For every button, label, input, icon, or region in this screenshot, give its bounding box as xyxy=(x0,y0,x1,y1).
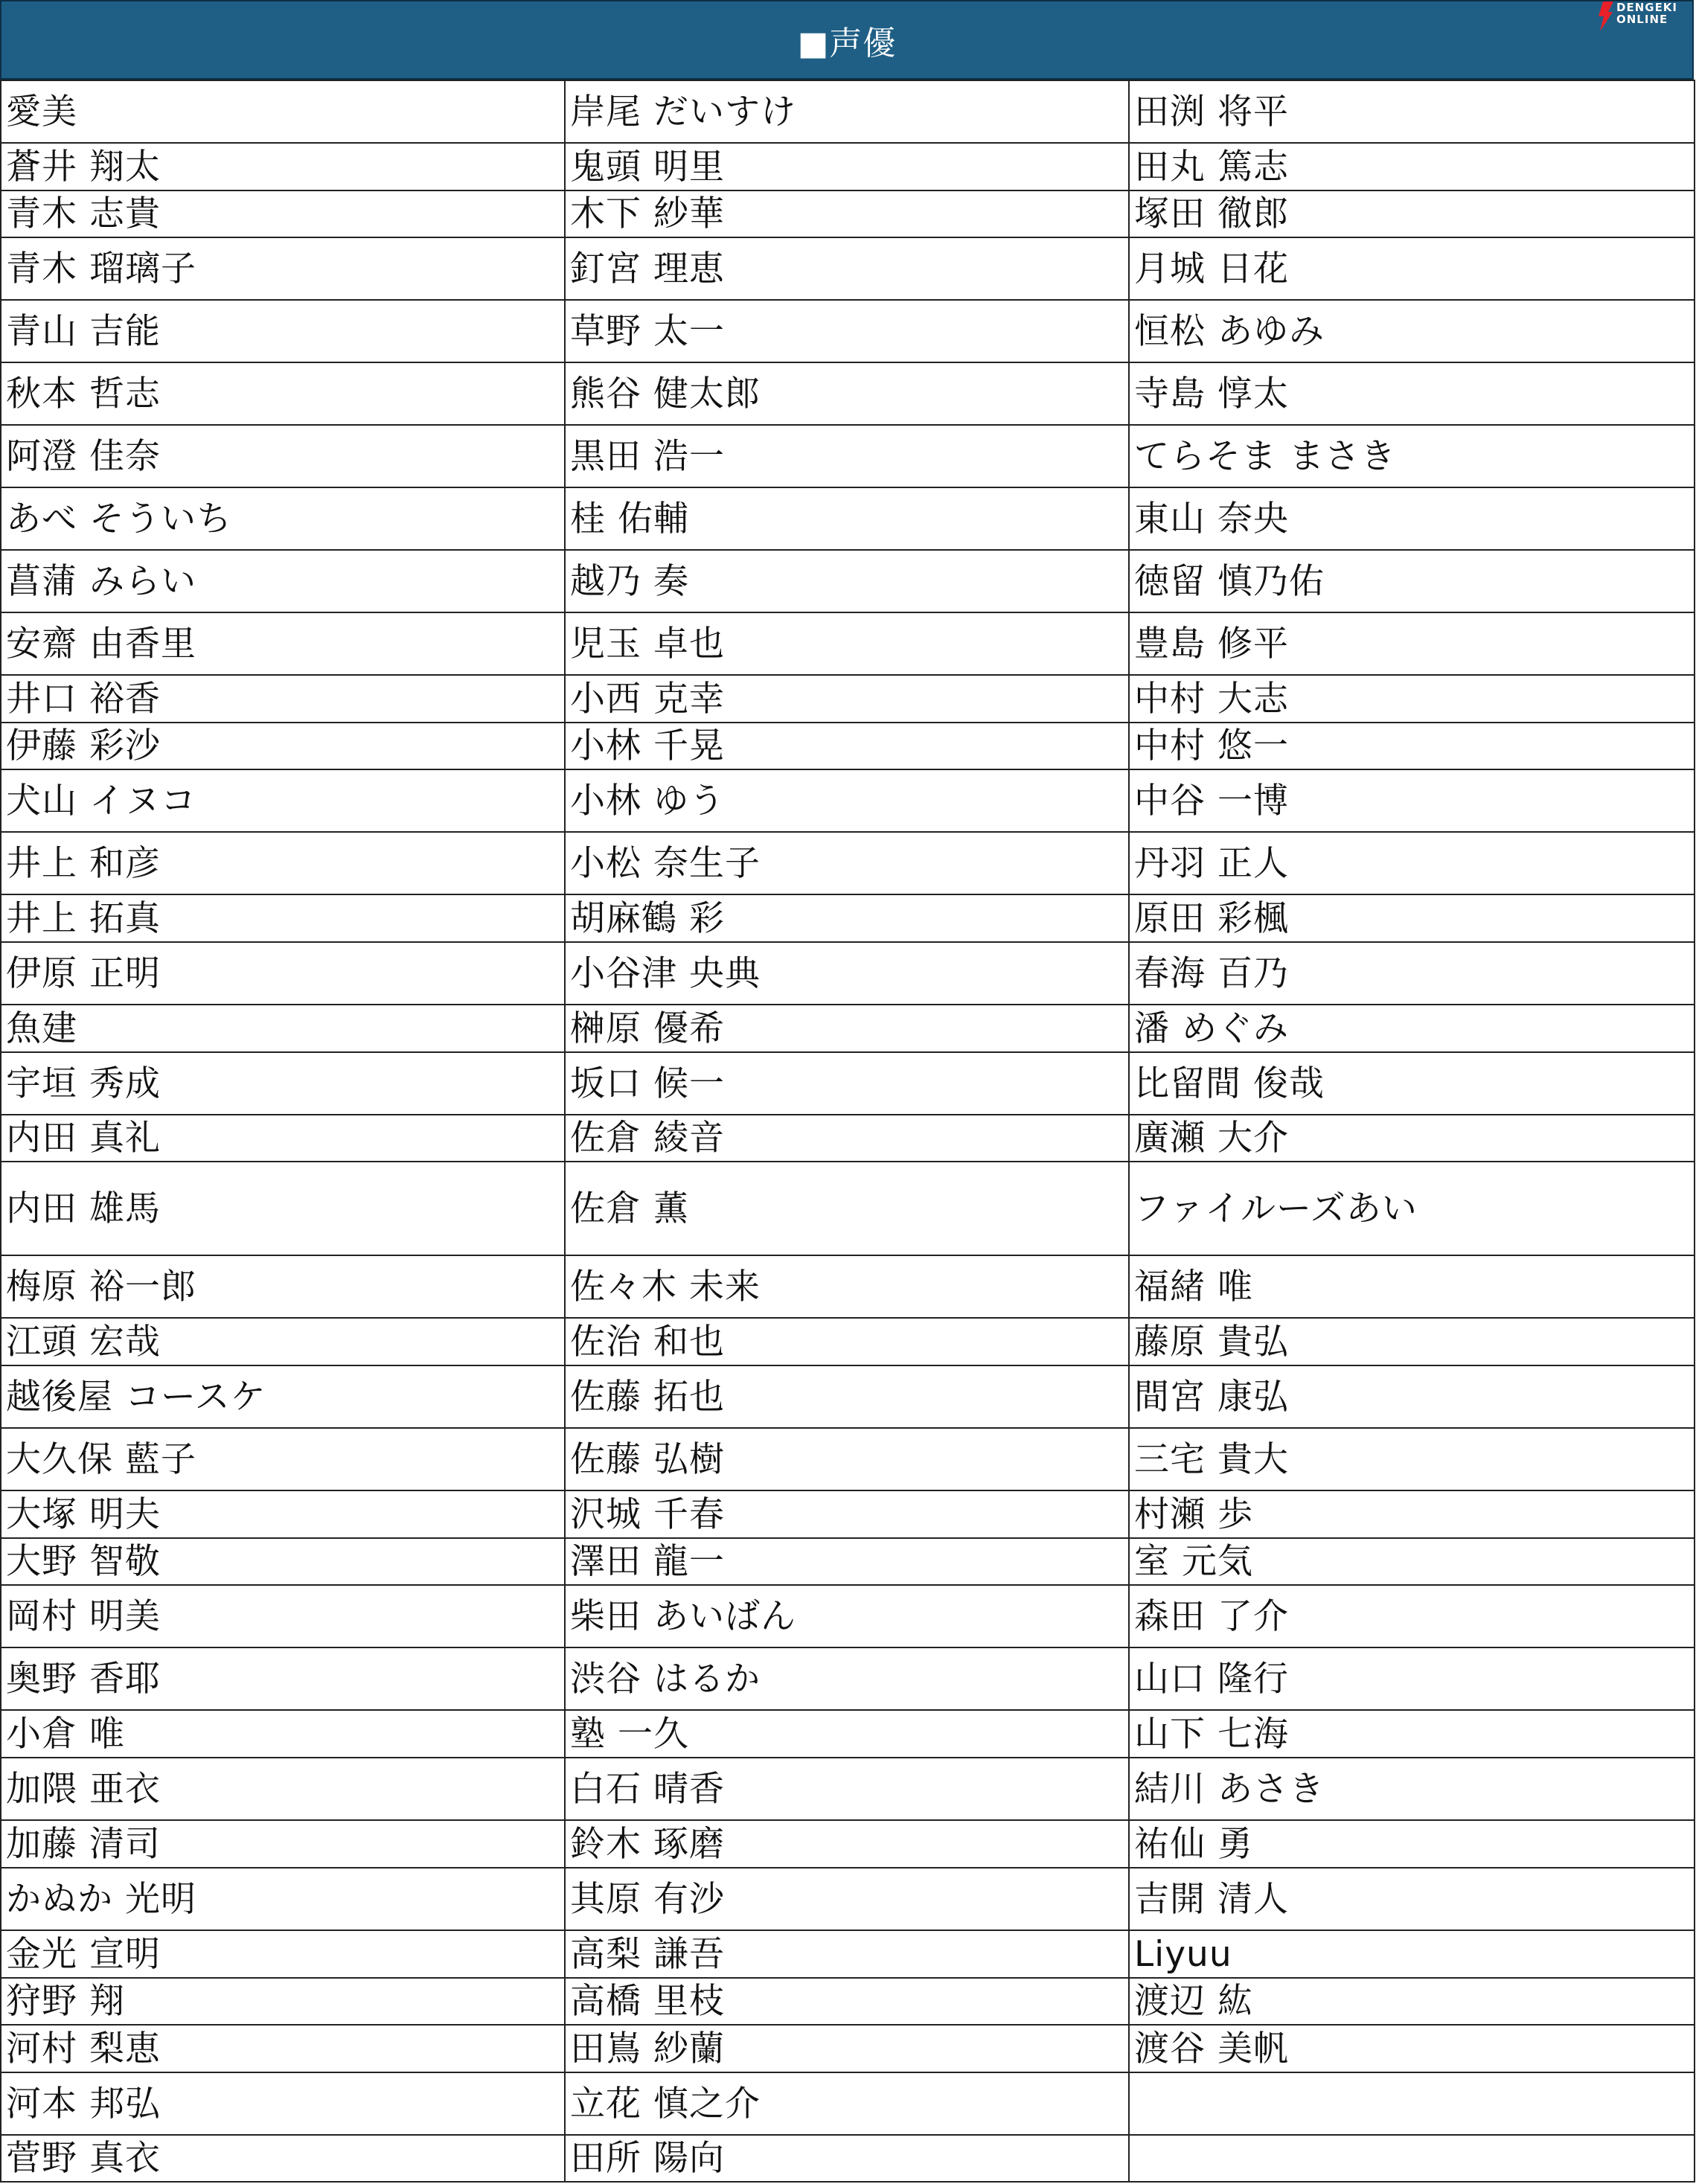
table-row xyxy=(1,300,1695,362)
actor-name-cell: 塚田 徹郎 xyxy=(1129,190,1695,237)
actor-name-cell: 鬼頭 明里 xyxy=(565,143,1129,190)
actor-name-cell: 蒼井 翔太 xyxy=(1,143,565,190)
table-row xyxy=(1,143,1695,190)
table-row xyxy=(1,1005,1695,1052)
actor-name-cell: 加藤 清司 xyxy=(1,1820,565,1868)
actor-name-cell: 江頭 宏哉 xyxy=(1,1318,565,1365)
actor-name-cell: 愛美 xyxy=(1,80,565,143)
actor-name-cell: 佐倉 薫 xyxy=(565,1162,1129,1255)
actor-name-cell: 桂 佑輔 xyxy=(565,487,1129,550)
actor-name-cell: 東山 奈央 xyxy=(1129,487,1695,550)
actor-name-cell: 梅原 裕一郎 xyxy=(1,1255,565,1318)
table-row xyxy=(1,1365,1695,1428)
actor-name-cell xyxy=(1129,2072,1695,2135)
actor-name-cell: 中谷 一博 xyxy=(1129,769,1695,832)
actor-name-cell: 青山 吉能 xyxy=(1,300,565,362)
actor-name-cell: 児玉 卓也 xyxy=(565,612,1129,675)
actor-name-cell: 塾 一久 xyxy=(565,1710,1129,1758)
actor-name-cell: 田丸 篤志 xyxy=(1129,143,1695,190)
actor-name-cell: 其原 有沙 xyxy=(565,1868,1129,1930)
actor-name-cell: 青木 志貴 xyxy=(1,190,565,237)
actor-name-cell: 月城 日花 xyxy=(1129,237,1695,300)
actor-name-cell: 阿澄 佳奈 xyxy=(1,425,565,487)
actor-name-cell: 菖蒲 みらい xyxy=(1,550,565,612)
actor-name-cell: 佐藤 拓也 xyxy=(565,1365,1129,1428)
table-row xyxy=(1,362,1695,425)
table-row xyxy=(1,1162,1695,1255)
actor-name-cell: 伊原 正明 xyxy=(1,942,565,1005)
actor-name-cell: 佐倉 綾音 xyxy=(565,1115,1129,1162)
table-row xyxy=(1,723,1695,769)
actor-name-cell: 榊原 優希 xyxy=(565,1005,1129,1052)
actor-name-cell: 草野 太一 xyxy=(565,300,1129,362)
actor-name-cell: 白石 晴香 xyxy=(565,1758,1129,1820)
actor-name-cell: 沢城 千春 xyxy=(565,1490,1129,1538)
actor-name-cell: 森田 了介 xyxy=(1129,1585,1695,1647)
actor-name-cell: 黒田 浩一 xyxy=(565,425,1129,487)
table-row xyxy=(1,894,1695,942)
logo-wordmark xyxy=(1613,1,1677,25)
dengeki-online-logo xyxy=(1597,1,1692,34)
actor-name-cell: 坂口 候一 xyxy=(565,1052,1129,1115)
actor-name-cell: 間宮 康弘 xyxy=(1129,1365,1695,1428)
actor-name-cell: 室 元気 xyxy=(1129,1538,1695,1585)
lightning-bolt-icon xyxy=(1597,1,1613,31)
actor-name-cell: 宇垣 秀成 xyxy=(1,1052,565,1115)
actor-name-cell: 恒松 あゆみ xyxy=(1129,300,1695,362)
voice-actor-table-body xyxy=(1,80,1695,2182)
actor-name-cell: 伊藤 彩沙 xyxy=(1,723,565,769)
table-row xyxy=(1,190,1695,237)
actor-name-cell: てらそま まさき xyxy=(1129,425,1695,487)
actor-name-cell: 渡谷 美帆 xyxy=(1129,2025,1695,2072)
table-row xyxy=(1,487,1695,550)
table-row xyxy=(1,1585,1695,1647)
actor-name-cell: 山口 隆行 xyxy=(1129,1647,1695,1710)
actor-name-cell: 金光 宣明 xyxy=(1,1930,565,1978)
actor-name-cell: 田渕 将平 xyxy=(1129,80,1695,143)
actor-name-cell: 小松 奈生子 xyxy=(565,832,1129,894)
actor-name-cell: 安齋 由香里 xyxy=(1,612,565,675)
table-row xyxy=(1,80,1695,143)
actor-name-cell: 犬山 イヌコ xyxy=(1,769,565,832)
table-row xyxy=(1,1647,1695,1710)
actor-name-cell: 井口 裕香 xyxy=(1,675,565,723)
actor-name-cell: 菅野 真衣 xyxy=(1,2135,565,2182)
actor-name-cell: あべ そういち xyxy=(1,487,565,550)
actor-name-cell: 井上 和彦 xyxy=(1,832,565,894)
actor-name-cell: ファイルーズあい xyxy=(1129,1162,1695,1255)
actor-name-cell: 藤原 貴弘 xyxy=(1129,1318,1695,1365)
table-row xyxy=(1,2135,1695,2182)
actor-name-cell: 高橋 里枝 xyxy=(565,1978,1129,2025)
actor-name-cell: 釘宮 理恵 xyxy=(565,237,1129,300)
table-row xyxy=(1,425,1695,487)
actor-name-cell: 加隈 亜衣 xyxy=(1,1758,565,1820)
actor-name-cell: 奥野 香耶 xyxy=(1,1647,565,1710)
actor-name-cell: 田所 陽向 xyxy=(565,2135,1129,2182)
actor-name-cell: 柴田 あいばん xyxy=(565,1585,1129,1647)
table-row xyxy=(1,769,1695,832)
table-row xyxy=(1,612,1695,675)
actor-name-cell: 中村 悠一 xyxy=(1129,723,1695,769)
table-row xyxy=(1,1255,1695,1318)
actor-name-cell: 福緒 唯 xyxy=(1129,1255,1695,1318)
actor-name-cell: 青木 瑠璃子 xyxy=(1,237,565,300)
table-row xyxy=(1,1868,1695,1930)
actor-name-cell: 大久保 藍子 xyxy=(1,1428,565,1490)
table-row xyxy=(1,1318,1695,1365)
actor-name-cell: 河村 梨恵 xyxy=(1,2025,565,2072)
actor-name-cell: 内田 真礼 xyxy=(1,1115,565,1162)
table-row xyxy=(1,2025,1695,2072)
actor-name-cell: 結川 あさき xyxy=(1129,1758,1695,1820)
section-header xyxy=(0,0,1694,80)
actor-name-cell: 河本 邦弘 xyxy=(1,2072,565,2135)
table-row xyxy=(1,942,1695,1005)
actor-name-cell: 祐仙 勇 xyxy=(1129,1820,1695,1868)
actor-name-cell: 小林 千晃 xyxy=(565,723,1129,769)
logo-line2: ONLINE xyxy=(1616,13,1668,26)
table-row xyxy=(1,1428,1695,1490)
actor-name-cell: 丹羽 正人 xyxy=(1129,832,1695,894)
actor-name-cell: 小谷津 央典 xyxy=(565,942,1129,1005)
table-row xyxy=(1,1758,1695,1820)
table-row xyxy=(1,2072,1695,2135)
actor-name-cell: 中村 大志 xyxy=(1129,675,1695,723)
actor-name-cell: 潘 めぐみ xyxy=(1129,1005,1695,1052)
actor-name-cell: 立花 慎之介 xyxy=(565,2072,1129,2135)
actor-name-cell: 徳留 慎乃佑 xyxy=(1129,550,1695,612)
table-row xyxy=(1,1978,1695,2025)
actor-name-cell: 狩野 翔 xyxy=(1,1978,565,2025)
actor-name-cell: 原田 彩楓 xyxy=(1129,894,1695,942)
actor-name-cell: 渡辺 紘 xyxy=(1129,1978,1695,2025)
actor-name-cell: 三宅 貴大 xyxy=(1129,1428,1695,1490)
actor-name-cell: 魚建 xyxy=(1,1005,565,1052)
actor-name-cell xyxy=(1129,2135,1695,2182)
table-row xyxy=(1,832,1695,894)
table-row xyxy=(1,1115,1695,1162)
table-row xyxy=(1,1710,1695,1758)
actor-name-cell: 岡村 明美 xyxy=(1,1585,565,1647)
table-row xyxy=(1,237,1695,300)
actor-name-cell: 小倉 唯 xyxy=(1,1710,565,1758)
actor-name-cell: 廣瀬 大介 xyxy=(1129,1115,1695,1162)
table-row xyxy=(1,1490,1695,1538)
actor-name-cell: 吉開 清人 xyxy=(1129,1868,1695,1930)
actor-name-cell: 高梨 謙吾 xyxy=(565,1930,1129,1978)
actor-name-cell: 越乃 奏 xyxy=(565,550,1129,612)
actor-name-cell: 秋本 哲志 xyxy=(1,362,565,425)
table-row xyxy=(1,1930,1695,1978)
section-title: ■声優 xyxy=(797,24,897,63)
actor-name-cell: 小西 克幸 xyxy=(565,675,1129,723)
table-row xyxy=(1,1052,1695,1115)
actor-name-cell: Liyuu xyxy=(1129,1930,1695,1978)
actor-name-cell: 佐藤 弘樹 xyxy=(565,1428,1129,1490)
actor-name-cell: かぬか 光明 xyxy=(1,1868,565,1930)
actor-name-cell: 小林 ゆう xyxy=(565,769,1129,832)
actor-name-cell: 鈴木 琢磨 xyxy=(565,1820,1129,1868)
actor-name-cell: 佐々木 未来 xyxy=(565,1255,1129,1318)
table-row xyxy=(1,550,1695,612)
actor-name-cell: 澤田 龍一 xyxy=(565,1538,1129,1585)
actor-name-cell: 佐治 和也 xyxy=(565,1318,1129,1365)
actor-name-cell: 内田 雄馬 xyxy=(1,1162,565,1255)
actor-name-cell: 木下 紗華 xyxy=(565,190,1129,237)
actor-name-cell: 大塚 明夫 xyxy=(1,1490,565,1538)
actor-name-cell: 豊島 修平 xyxy=(1129,612,1695,675)
voice-actor-table xyxy=(0,80,1695,2183)
actor-name-cell: 村瀬 歩 xyxy=(1129,1490,1695,1538)
actor-name-cell: 井上 拓真 xyxy=(1,894,565,942)
actor-name-cell: 渋谷 はるか xyxy=(565,1647,1129,1710)
actor-name-cell: 山下 七海 xyxy=(1129,1710,1695,1758)
actor-name-cell: 越後屋 コースケ xyxy=(1,1365,565,1428)
actor-name-cell: 田嶌 紗蘭 xyxy=(565,2025,1129,2072)
actor-name-cell: 比留間 俊哉 xyxy=(1129,1052,1695,1115)
actor-name-cell: 岸尾 だいすけ xyxy=(565,80,1129,143)
table-row xyxy=(1,1820,1695,1868)
actor-name-cell: 熊谷 健太郎 xyxy=(565,362,1129,425)
actor-name-cell: 胡麻鶴 彩 xyxy=(565,894,1129,942)
table-row xyxy=(1,1538,1695,1585)
logo-line1: DENGEKI xyxy=(1616,1,1678,14)
actor-name-cell: 春海 百乃 xyxy=(1129,942,1695,1005)
actor-name-cell: 寺島 惇太 xyxy=(1129,362,1695,425)
table-row xyxy=(1,675,1695,723)
actor-name-cell: 大野 智敬 xyxy=(1,1538,565,1585)
